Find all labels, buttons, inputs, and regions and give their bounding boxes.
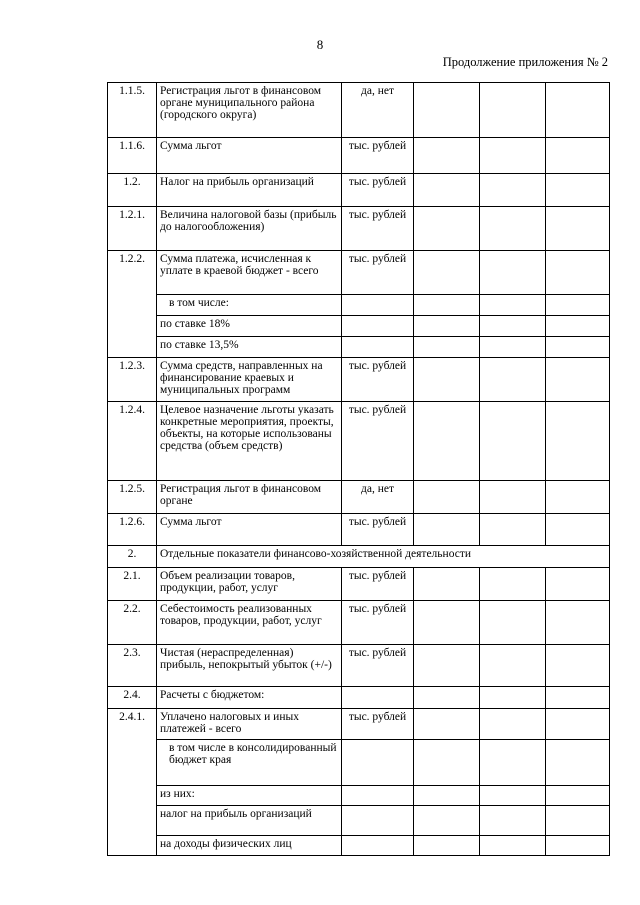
table-row	[108, 337, 610, 358]
row-indicator: Объем реализации товаров, продукции, работ, услуг	[157, 568, 342, 601]
row-unit: тыс. рублей	[342, 251, 414, 295]
table-row	[108, 295, 610, 316]
empty-cell	[546, 358, 610, 402]
row-number: 2.	[108, 546, 157, 568]
empty-cell	[414, 740, 480, 786]
table-row	[108, 645, 610, 687]
row-indicator: Чистая (нераспределенная) прибыль, непокрытый убыток (+/-)	[157, 645, 342, 687]
empty-cell	[480, 337, 546, 358]
empty-cell	[414, 174, 480, 207]
table-row	[108, 601, 610, 645]
empty-cell	[546, 138, 610, 174]
empty-cell	[546, 316, 610, 337]
empty-cell	[546, 836, 610, 856]
row-number: 2.4.	[108, 687, 157, 709]
row-unit: да, нет	[342, 83, 414, 138]
table-row	[108, 358, 610, 402]
empty-cell	[480, 740, 546, 786]
empty-cell	[342, 836, 414, 856]
empty-cell	[480, 601, 546, 645]
row-indicator: Регистрация льгот в финансовом органе	[157, 481, 342, 514]
empty-cell	[414, 316, 480, 337]
row-number: 2.2.	[108, 601, 157, 645]
table-row	[108, 251, 610, 295]
table-row	[108, 546, 610, 568]
row-number: 1.2.2.	[108, 251, 157, 358]
empty-cell	[414, 836, 480, 856]
row-number: 1.2.6.	[108, 514, 157, 546]
section-heading: Отдельные показатели финансово-хозяйственной деятельности	[157, 546, 610, 568]
row-number: 1.2.3.	[108, 358, 157, 402]
empty-cell	[546, 709, 610, 740]
empty-cell	[414, 295, 480, 316]
empty-cell	[546, 295, 610, 316]
row-number: 2.3.	[108, 645, 157, 687]
empty-cell	[480, 514, 546, 546]
table-row	[108, 316, 610, 337]
empty-cell	[546, 207, 610, 251]
empty-cell	[342, 806, 414, 836]
empty-cell	[342, 740, 414, 786]
row-number: 1.2.5.	[108, 481, 157, 514]
table-row	[108, 806, 610, 836]
empty-cell	[480, 786, 546, 806]
empty-cell	[480, 402, 546, 481]
empty-cell	[480, 836, 546, 856]
empty-cell	[414, 645, 480, 687]
empty-cell	[414, 568, 480, 601]
row-indicator: Сумма льгот	[157, 514, 342, 546]
empty-cell	[414, 806, 480, 836]
empty-cell	[414, 207, 480, 251]
empty-cell	[546, 174, 610, 207]
row-indicator: в том числе в консолидированный бюджет края	[157, 740, 342, 786]
empty-cell	[546, 481, 610, 514]
empty-cell	[414, 601, 480, 645]
row-unit: тыс. рублей	[342, 402, 414, 481]
empty-cell	[414, 358, 480, 402]
empty-cell	[546, 806, 610, 836]
row-indicator: по ставке 18%	[157, 316, 342, 337]
row-indicator: из них:	[157, 786, 342, 806]
empty-cell	[546, 786, 610, 806]
table-row	[108, 83, 610, 138]
appendix-continuation-note: Продолжение приложения № 2	[442, 55, 608, 69]
row-number: 2.1.	[108, 568, 157, 601]
empty-cell	[480, 138, 546, 174]
empty-cell	[546, 740, 610, 786]
row-unit: тыс. рублей	[342, 174, 414, 207]
empty-cell	[480, 568, 546, 601]
empty-cell	[480, 709, 546, 740]
empty-cell	[480, 806, 546, 836]
empty-cell	[414, 709, 480, 740]
empty-cell	[480, 358, 546, 402]
empty-cell	[480, 481, 546, 514]
empty-cell	[480, 207, 546, 251]
table-row	[108, 687, 610, 709]
row-indicator: Сумма льгот	[157, 138, 342, 174]
empty-cell	[342, 337, 414, 358]
row-number: 1.2.1.	[108, 207, 157, 251]
indicators-table	[107, 82, 610, 856]
empty-cell	[480, 83, 546, 138]
table-row	[108, 174, 610, 207]
row-unit: тыс. рублей	[342, 568, 414, 601]
empty-cell	[414, 481, 480, 514]
empty-cell	[342, 786, 414, 806]
row-indicator: Регистрация льгот в финансовом органе муниципального района (городского округа)	[157, 83, 342, 138]
row-indicator: Величина налоговой базы (прибыль до налогообложения)	[157, 207, 342, 251]
empty-cell	[414, 83, 480, 138]
empty-cell	[480, 251, 546, 295]
page-number: 8	[316, 37, 324, 52]
empty-cell	[480, 687, 546, 709]
empty-cell	[414, 687, 480, 709]
row-indicator: Уплачено налоговых и иных платежей - всего	[157, 709, 342, 740]
row-indicator: по ставке 13,5%	[157, 337, 342, 358]
empty-cell	[342, 316, 414, 337]
empty-cell	[342, 687, 414, 709]
row-number: 1.1.5.	[108, 83, 157, 138]
row-indicator: на доходы физических лиц	[157, 836, 342, 856]
empty-cell	[546, 645, 610, 687]
table-row	[108, 568, 610, 601]
row-indicator: Сумма средств, направленных на финансирование краевых и муниципальных программ	[157, 358, 342, 402]
empty-cell	[414, 514, 480, 546]
row-unit: да, нет	[342, 481, 414, 514]
table-row	[108, 138, 610, 174]
row-number: 1.2.	[108, 174, 157, 207]
empty-cell	[342, 295, 414, 316]
table-row	[108, 402, 610, 481]
empty-cell	[546, 514, 610, 546]
table-row	[108, 740, 610, 786]
row-number: 2.4.1.	[108, 709, 157, 856]
row-number: 1.2.4.	[108, 402, 157, 481]
empty-cell	[546, 251, 610, 295]
empty-cell	[414, 251, 480, 295]
table-row	[108, 481, 610, 514]
empty-cell	[480, 295, 546, 316]
table-row	[108, 207, 610, 251]
empty-cell	[546, 83, 610, 138]
row-indicator: Сумма платежа, исчисленная к уплате в краевой бюджет - всего	[157, 251, 342, 295]
empty-cell	[546, 402, 610, 481]
empty-cell	[480, 316, 546, 337]
table-row	[108, 709, 610, 740]
row-unit: тыс. рублей	[342, 138, 414, 174]
table-row	[108, 514, 610, 546]
empty-cell	[414, 337, 480, 358]
row-indicator: в том числе:	[157, 295, 342, 316]
table-row	[108, 786, 610, 806]
empty-cell	[414, 138, 480, 174]
row-number: 1.1.6.	[108, 138, 157, 174]
empty-cell	[480, 645, 546, 687]
row-indicator: Целевое назначение льготы указать конкретные мероприятия, проекты, объекты, на которые использованы средства (объем средств)	[157, 402, 342, 481]
row-indicator: Себестоимость реализованных товаров, продукции, работ, услуг	[157, 601, 342, 645]
row-unit: тыс. рублей	[342, 709, 414, 740]
empty-cell	[546, 601, 610, 645]
row-unit: тыс. рублей	[342, 358, 414, 402]
empty-cell	[546, 687, 610, 709]
empty-cell	[546, 568, 610, 601]
empty-cell	[414, 786, 480, 806]
empty-cell	[546, 337, 610, 358]
row-indicator: налог на прибыль организаций	[157, 806, 342, 836]
table-row	[108, 836, 610, 856]
row-unit: тыс. рублей	[342, 207, 414, 251]
row-unit: тыс. рублей	[342, 514, 414, 546]
row-indicator: Расчеты с бюджетом:	[157, 687, 342, 709]
empty-cell	[480, 174, 546, 207]
row-unit: тыс. рублей	[342, 645, 414, 687]
row-indicator: Налог на прибыль организаций	[157, 174, 342, 207]
row-unit: тыс. рублей	[342, 601, 414, 645]
empty-cell	[414, 402, 480, 481]
